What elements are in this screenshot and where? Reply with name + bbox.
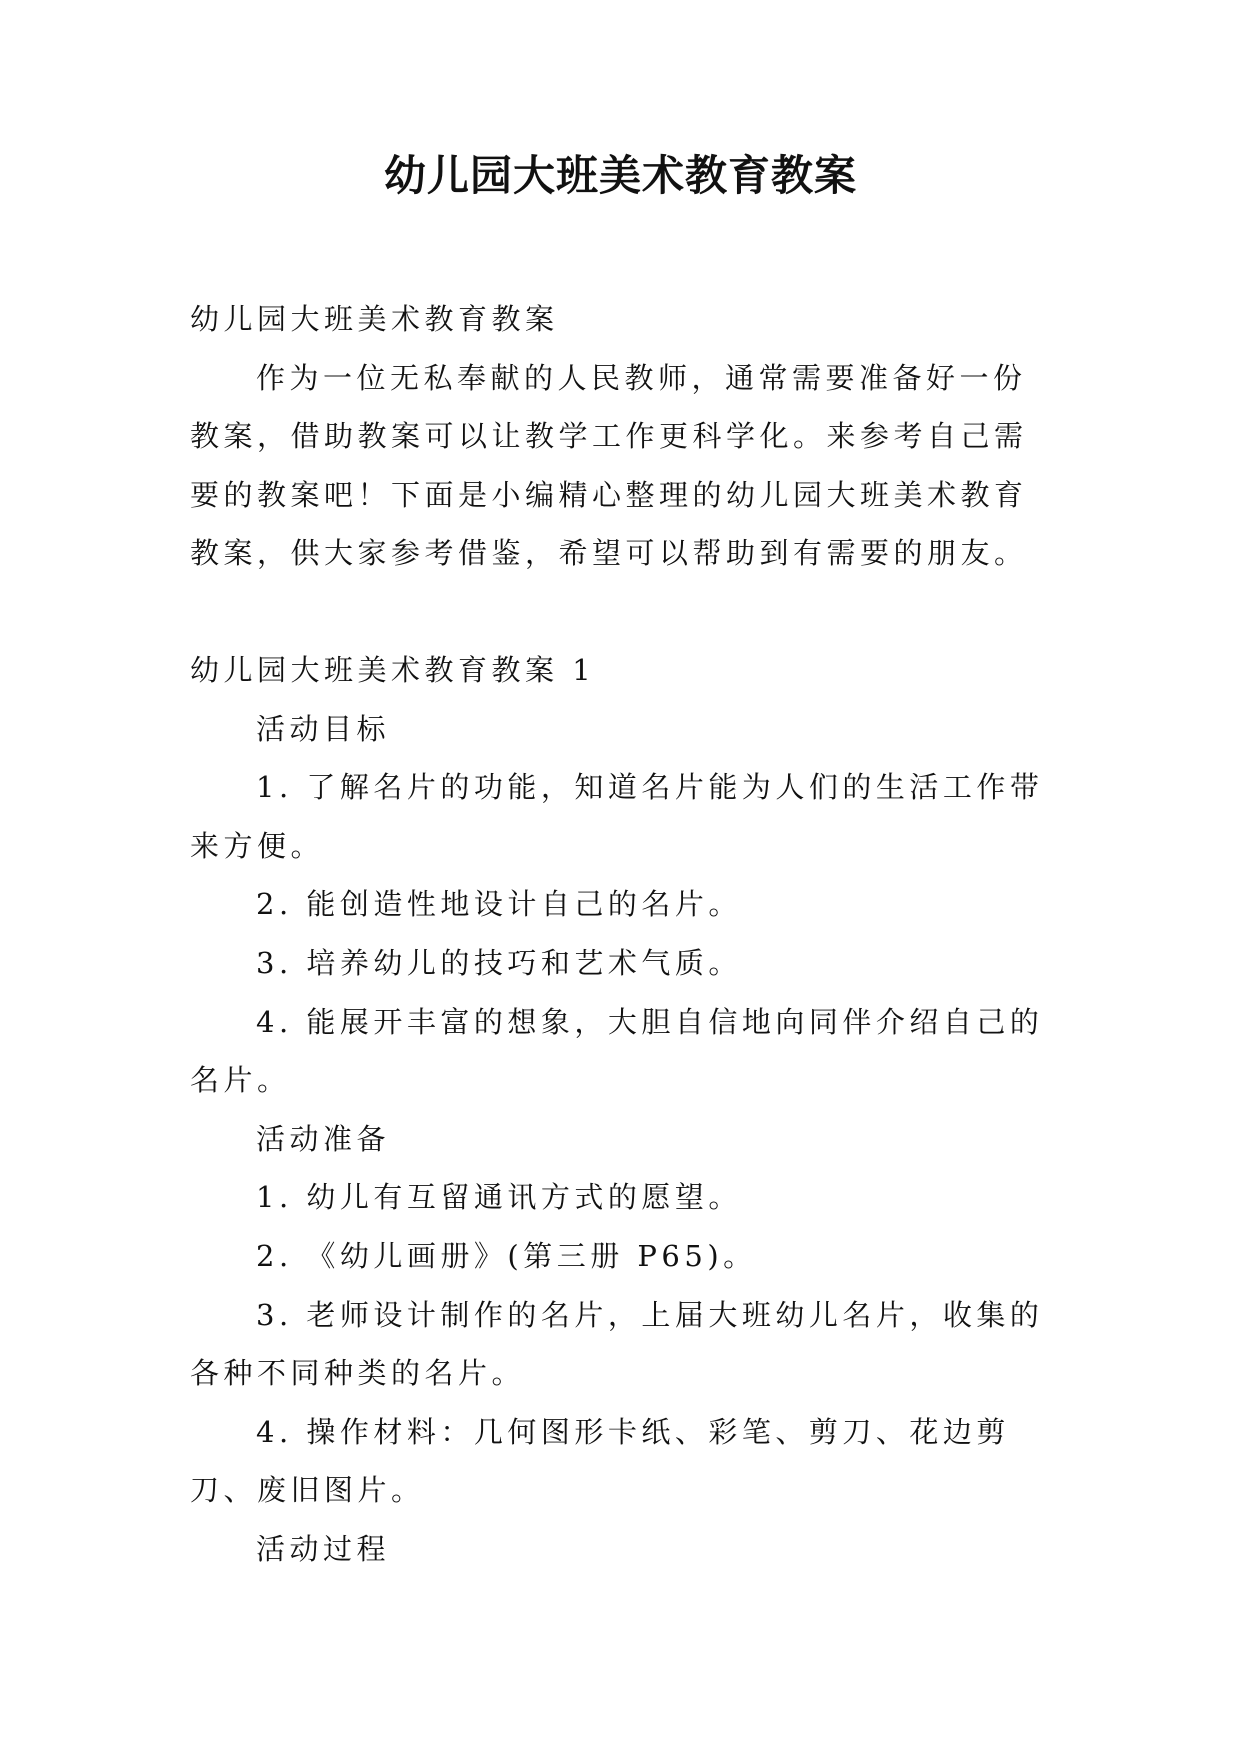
section-heading: 幼儿园大班美术教育教案 1 (190, 652, 596, 687)
goal-item: 1. 了解名片的功能，知道名片能为人们的生活工作带来方便。 (190, 770, 1044, 863)
preparation-item: 2. 《幼儿画册》(第三册 P65)。 (256, 1238, 757, 1273)
page-title: 幼儿园大班美术教育教案 (383, 151, 857, 200)
subtitle-paragraph: 幼儿园大班美术教育教案 (190, 302, 559, 336)
intro-paragraph: 作为一位无私奉献的人民教师，通常需要准备好一份教案，借助教案可以让教学工作更科学化。来参考自己需要的教案吧！下面是小编精心整理的幼儿园大班美术教育教案，供大家参考借鉴，希望可以帮助到有需要的朋友。 (190, 360, 1028, 571)
goal-item: 2. 能创造性地设计自己的名片。 (256, 887, 742, 922)
document-body (190, 290, 1056, 1578)
heading-activity-preparation: 活动准备 (256, 1121, 391, 1156)
preparation-item: 4. 操作材料：几何图形卡纸、彩笔、剪刀、花边剪刀、废旧图片。 (190, 1414, 1010, 1508)
goal-item: 3. 培养幼儿的技巧和艺术气质。 (256, 945, 742, 980)
heading-activity-goals: 活动目标 (256, 711, 391, 746)
goal-item: 4. 能展开丰富的想象，大胆自信地向同伴介绍自己的名片。 (190, 1004, 1044, 1098)
preparation-item: 1. 幼儿有互留通讯方式的愿望。 (256, 1180, 742, 1215)
preparation-item: 3. 老师设计制作的名片，上届大班幼儿名片，收集的各种不同种类的名片。 (190, 1297, 1044, 1391)
heading-activity-process: 活动过程 (256, 1531, 391, 1566)
